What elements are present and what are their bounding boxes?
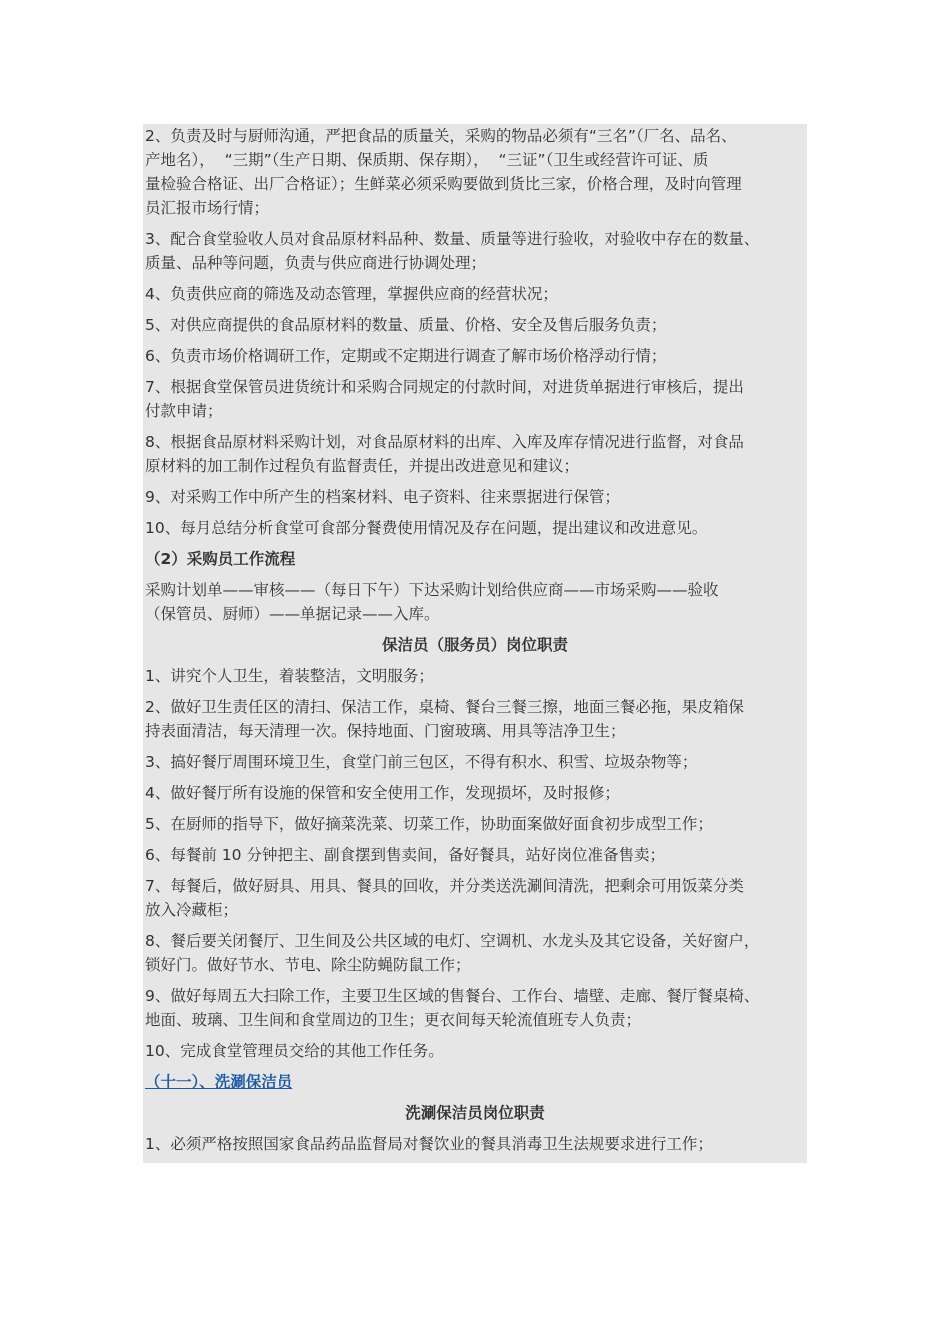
paragraph-duty-9: 9、对采购工作中所产生的档案材料、电子资料、往来票据进行保管；	[145, 488, 620, 506]
paragraph-cleaner-7: 7、每餐后，做好厨具、用具、餐具的回收，并分类送洗涮间清洗，把剩余可用饭菜分类 放入冷藏柜；	[145, 877, 744, 919]
paragraph-duty-5: 5、对供应商提供的食品原材料的数量、质量、价格、安全及售后服务负责；	[145, 316, 667, 334]
paragraph-cleaner-6: 6、每餐前 10 分钟把主、副食摆到售卖间，备好餐具，站好岗位准备售卖；	[145, 846, 665, 864]
section-link-dishwasher[interactable]	[143, 1070, 807, 1094]
paragraph-cleaner-5: 5、在厨师的指导下，做好摘菜洗菜、切菜工作，协助面案做好面食初步成型工作；	[145, 815, 713, 833]
section-title-cleaner-duties: 保洁员（服务员）岗位职责	[381, 636, 568, 654]
paragraph-duty-4: 4、负责供应商的筛选及动态管理，掌握供应商的经营状况；	[145, 285, 558, 303]
paragraph-cleaner-8: 8、餐后要关闭餐厅、卫生间及公共区域的电灯、空调机、水龙头及其它设备，关好窗户， 锁好门。做好节水、节电、除尘防蝇防鼠工作；	[145, 932, 760, 974]
paragraph-duty-7: 7、根据食堂保管员进货统计和采购合同规定的付款时间，对进货单据进行审核后，提出 付款申请；	[145, 378, 744, 420]
paragraph-cleaner-10: 10、完成食堂管理员交给的其他工作任务。	[145, 1042, 444, 1060]
paragraph-duty-8: 8、根据食品原材料采购计划，对食品原材料的出库、入库及库存情况进行监督，对食品 原材料的加工制作过程负有监督责任，并提出改进意见和建议；	[145, 433, 744, 475]
paragraph-cleaner-1: 1、讲究个人卫生，着装整洁，文明服务；	[145, 667, 434, 685]
paragraph-cleaner-3: 3、搞好餐厅周围环境卫生，食堂门前三包区，不得有积水、积雪、垃圾杂物等；	[145, 753, 698, 771]
paragraph-cleaner-2: 2、做好卫生责任区的清扫、保洁工作，桌椅、餐台三餐三擦，地面三餐必拖，果皮箱保 持表面清洁，每天清理一次。保持地面、门窗玻璃、用具等洁净卫生；	[145, 698, 744, 740]
paragraph-duty-10: 10、每月总结分析食堂可食部分餐费使用情况及存在问题，提出建议和改进意见。	[145, 519, 708, 537]
paragraph-duty-2: 2、负责及时与厨师沟通，严把食品的质量关，采购的物品必须有“三名”（厂名、品名、 产地名）， “三期”（生产日期、保质期、保存期）， “三证”（卫生或经营许可证、质 量检验合格证、出厂合格证）；生鲜菜必须采购要做到货比三家，价格合理，及时向管理 员汇报市场行情；	[145, 127, 742, 217]
paragraph-duty-3: 3、配合食堂验收人员对食品原材料品种、数量、质量等进行验收，对验收中存在的数量、 质量、品种等问题，负责与供应商进行协调处理；	[145, 230, 760, 272]
section-heading-procurement-flow: （2）采购员工作流程	[145, 550, 296, 568]
paragraph-cleaner-9: 9、做好每周五大扫除工作，主要卫生区域的售餐台、工作台、墙壁、走廊、餐厅餐桌椅、 地面、玻璃、卫生间和食堂周边的卫生；更衣间每天轮流值班专人负责；	[145, 987, 760, 1029]
paragraph-cleaner-4: 4、做好餐厅所有设施的保管和安全使用工作，发现损坏，及时报修；	[145, 784, 620, 802]
paragraph-duty-6: 6、负责市场价格调研工作，定期或不定期进行调查了解市场价格浮动行情；	[145, 347, 667, 365]
section-title-dishwasher-duties: 洗涮保洁员岗位职责	[405, 1104, 545, 1122]
paragraph-dishwasher-1: 1、必须严格按照国家食品药品监督局对餐饮业的餐具消毒卫生法规要求进行工作；	[145, 1135, 713, 1153]
paragraph-procurement-flow: 采购计划单——审核——（每日下午）下达采购计划给供应商——市场采购——验收 （保管员、厨师）——单据记录——入库。	[145, 581, 719, 623]
document-body	[143, 124, 807, 1163]
dishwasher-section-link[interactable]: （十一）、洗涮保洁员	[145, 1073, 293, 1091]
